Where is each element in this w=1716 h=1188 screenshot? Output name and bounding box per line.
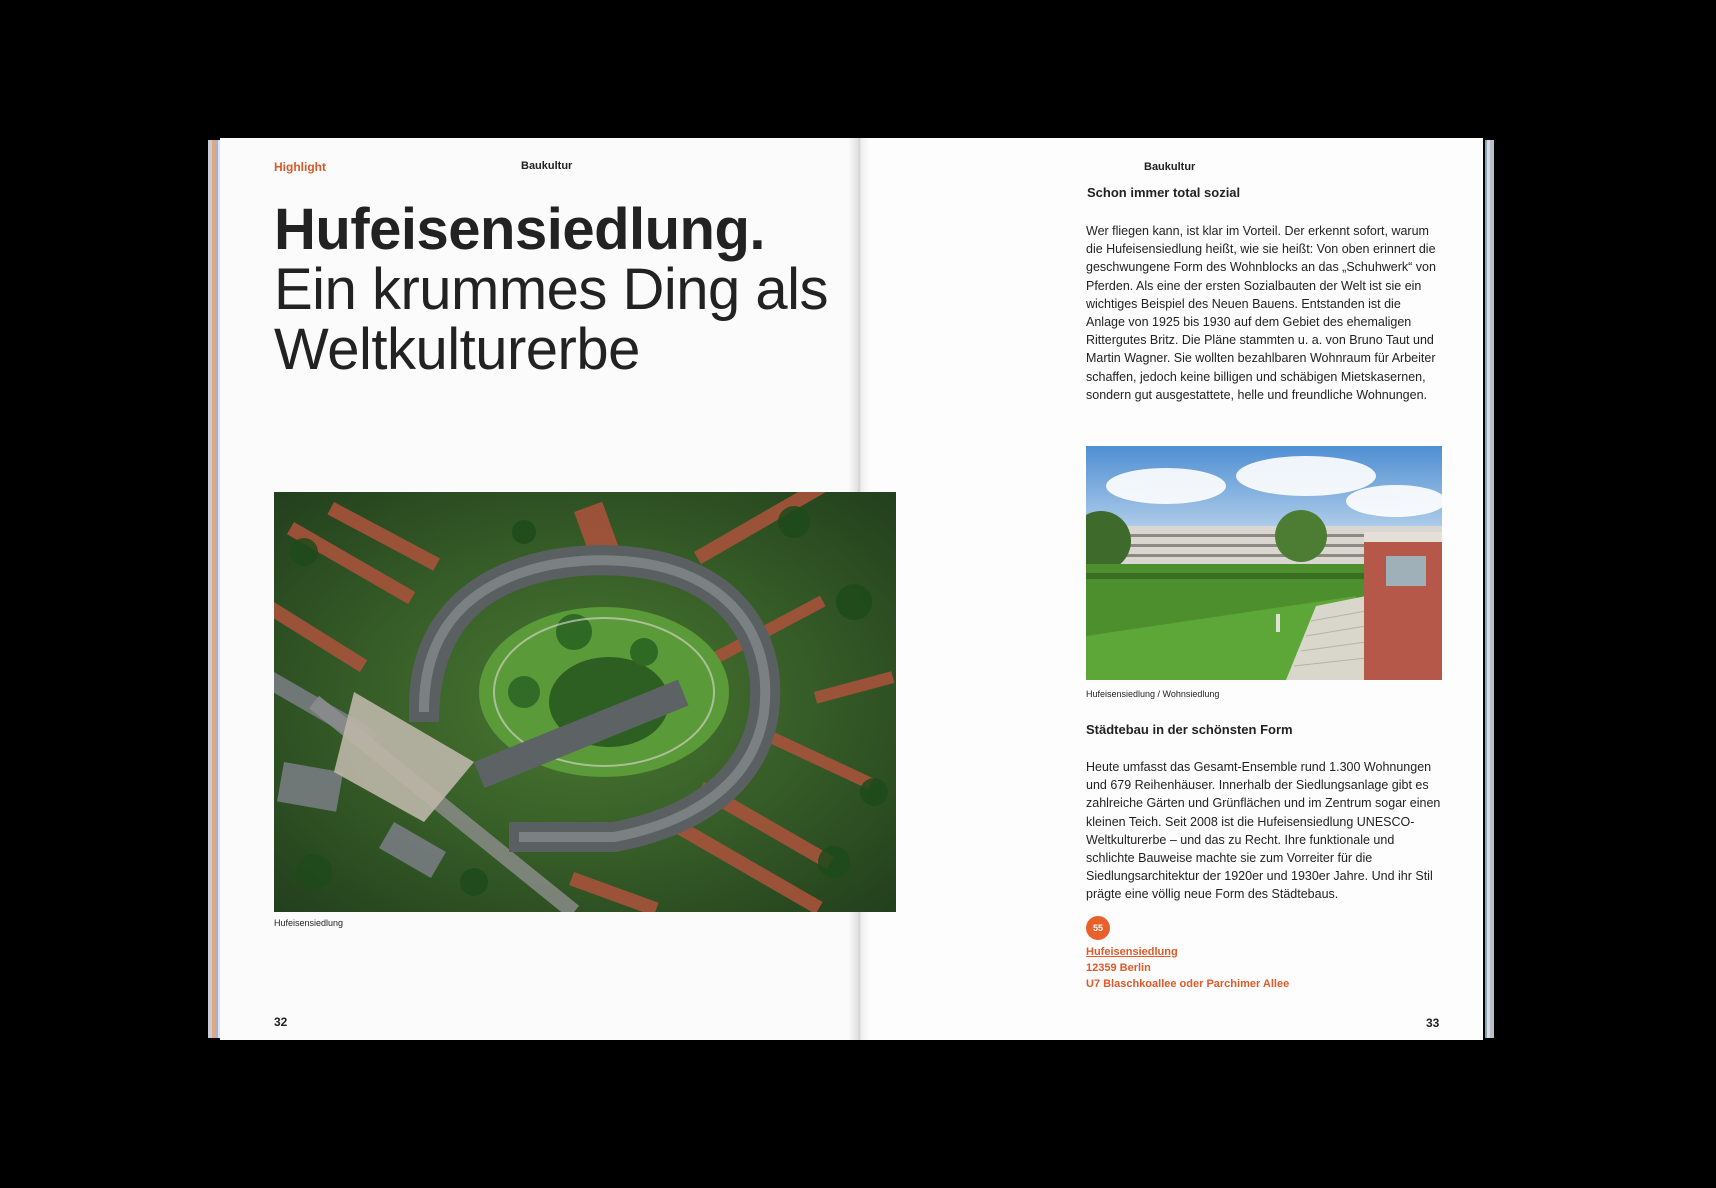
estate-ground-illustration bbox=[1086, 446, 1442, 680]
page-edge bbox=[1490, 140, 1494, 1038]
page-number-left: 32 bbox=[274, 1015, 288, 1029]
location-name-link[interactable]: Hufeisensiedlung bbox=[1086, 946, 1178, 958]
location-transit: U7 Blaschkoallee oder Parchimer Allee bbox=[1086, 978, 1290, 990]
body-paragraph-1: Wer fliegen kann, ist klar im Vorteil. Der erkennt sofort, warum die Hufeisensiedlung heißt, wie sie heißt: Von oben erinnert die geschwungene Form des Wohnblocks an das „Schuhwerk“ von Pferden. Als eine der ersten Sozialbauten der Welt ist sie ein wichtiges Beispiel des Neuen Bauens. Entstanden ist die Anlage von 1925 bis 1930 auf dem Gebiet des ehemaligen Rittergutes Britz. Die Pläne stammten u. a. von Bruno Taut und Martin Wagner. Sie wollten bezahlbaren Wohnraum für Arbeiter schaffen, jedoch keine billigen und schäbigen Mietskasernen, sondern gut ausgestattete, helle und freundliche Wohnungen. bbox=[1086, 224, 1436, 402]
page-edge bbox=[1487, 140, 1490, 1038]
running-head-left: Baukultur bbox=[521, 160, 573, 172]
location-address: 12359 Berlin bbox=[1086, 962, 1151, 974]
running-head-right: Baukultur bbox=[1144, 161, 1196, 173]
second-photo-caption: Hufeisensiedlung / Wohnsiedlung bbox=[1086, 689, 1220, 699]
aerial-photo-horseshoe-estate bbox=[274, 492, 896, 912]
estate-ground-photo bbox=[1086, 446, 1442, 680]
article-title: Hufeisensiedlung. bbox=[274, 197, 766, 262]
location-number-badge: 55 bbox=[1086, 916, 1110, 940]
body-paragraph-2: Heute umfasst das Gesamt-Ensemble rund 1.300 Wohnungen und 679 Reihenhäuser. Innerhalb der Siedlungsanlage gibt es zahlreiche Gärten und Grünflächen und im Zentrum sogar einen kleinen Teich. Seit 2008 ist die Hufeisensiedlung UNESCO-Weltkulturerbe – und das zu Recht. Ihre funktionale und schlichte Bauweise machte sie zum Vorreiter für die Siedlungsarchitektur der 1920er und 1930er Jahre. Und ihr Stil prägte eine völlig neue Form des Städtebaus. bbox=[1086, 760, 1441, 902]
magazine-spread bbox=[208, 138, 1494, 1040]
aerial-photo-illustration bbox=[274, 492, 896, 912]
page-edge bbox=[1485, 140, 1487, 1038]
subhead-urbanism: Städtebau in der schönsten Form bbox=[1086, 722, 1293, 737]
subhead-social: Schon immer total sozial bbox=[1087, 185, 1241, 200]
main-photo-caption: Hufeisensiedlung bbox=[274, 918, 344, 928]
page-number-right: 33 bbox=[1426, 1016, 1440, 1030]
article-subtitle: Ein krummes Ding als Weltkulturerbe bbox=[274, 257, 829, 382]
section-tag: Highlight bbox=[274, 160, 326, 174]
